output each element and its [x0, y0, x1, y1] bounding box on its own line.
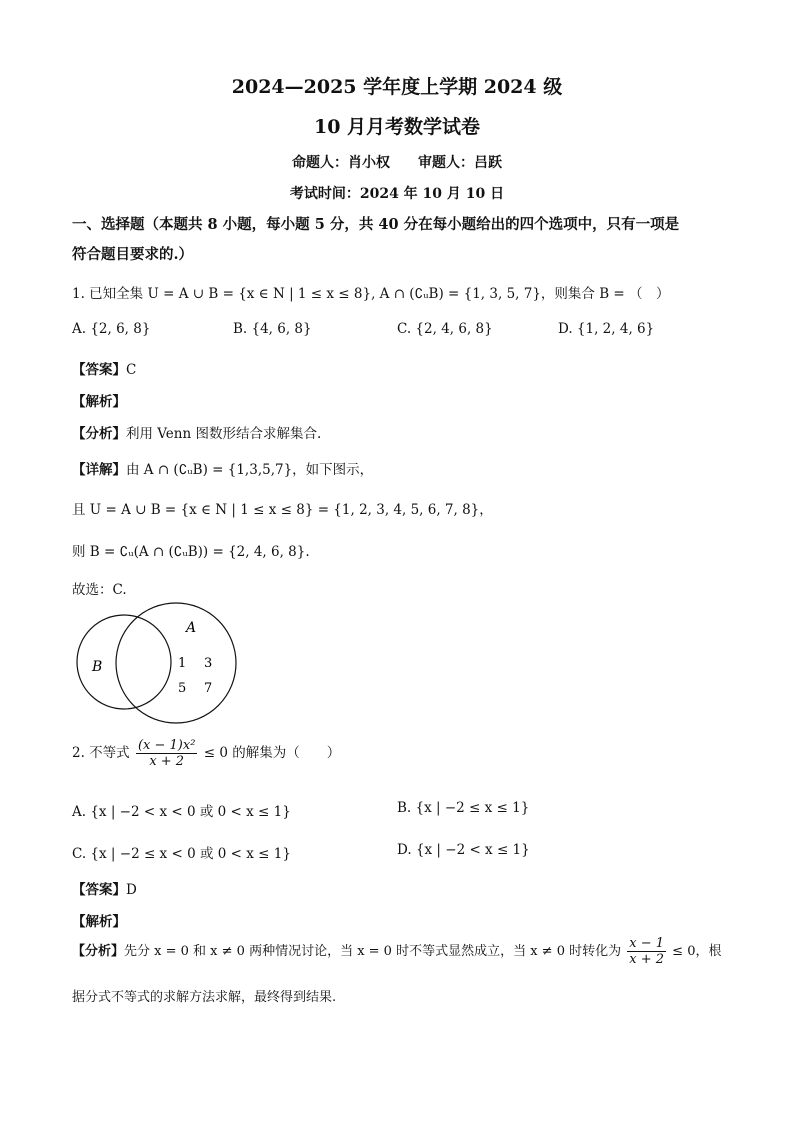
- q1-detail-1: [72, 458, 373, 478]
- q1-choice: 故选：C.: [72, 582, 127, 598]
- venn-element-3: 3: [204, 656, 213, 671]
- q1-fenxi-label: 【分析】: [72, 426, 126, 442]
- q2-stem: [72, 738, 340, 769]
- venn-diagram: [66, 600, 242, 726]
- exam-time: 考试时间：2024 年 10 月 10 日: [289, 186, 505, 202]
- q2-fenxi-fraction: [627, 936, 666, 967]
- authors: 命题人：肖小权 审题人：吕跃: [292, 155, 502, 171]
- q2-answer: [72, 878, 137, 898]
- q1-answer-label: 【答案】: [72, 362, 126, 378]
- q1-option-c: C. {2, 4, 6, 8}: [397, 321, 493, 337]
- title-line-1: 2024—2025 学年度上学期 2024 级: [231, 76, 563, 98]
- venn-element-1: 1: [178, 656, 187, 671]
- q2-analysis-label: 【解析】: [72, 914, 126, 930]
- q1-detail-2: 且 U = A ∪ B = {x ∈ N | 1 ≤ x ≤ 8} = {1, 2, 3, 4, 5, 6, 7, 8}，: [72, 502, 493, 518]
- venn-circle-a: [116, 603, 236, 723]
- q1-answer-value: C: [126, 362, 137, 378]
- section-heading-line-1: 一、选择题（本题共 8 小题，每小题 5 分，共 40 分在每小题给出的四个选项中，只有一项是: [72, 216, 680, 233]
- venn-element-7: 7: [204, 681, 213, 696]
- q1-option-b: B. {4, 6, 8}: [233, 321, 312, 337]
- q1-answer: [72, 358, 136, 378]
- q2-option-d: D. {x | −2 < x ≤ 1}: [397, 842, 530, 858]
- q2-option-a: A. {x | −2 < x < 0 或 0 < x ≤ 1}: [72, 804, 291, 820]
- q1-option-d: D. {1, 2, 4, 6}: [558, 321, 655, 337]
- q1-stem: 1. 已知全集 U = A ∪ B = {x ∈ N | 1 ≤ x ≤ 8}, A ∩ (∁ᵤB) = {1, 3, 5, 7}，则集合 B = （ ）: [72, 286, 670, 302]
- q2-fenxi-label: 【分析】: [72, 944, 125, 959]
- q2-fenxi-fraction-numerator: x − 1: [629, 936, 665, 951]
- q1-detail-label: 【详解】: [72, 462, 126, 478]
- q2-fenxi-line-2: 据分式不等式的求解方法求解，最终得到结果.: [72, 990, 337, 1005]
- q2-option-c: C. {x | −2 ≤ x < 0 或 0 < x ≤ 1}: [72, 846, 291, 862]
- venn-label-b: B: [92, 659, 103, 675]
- q2-answer-value: D: [126, 882, 137, 898]
- q1-option-a: A. {2, 6, 8}: [72, 321, 151, 337]
- q2-fraction-denominator: x + 2: [149, 754, 185, 769]
- q1-detail-1-text: 由 A ∩ (∁ᵤB) = {1,3,5,7}，如下图示，: [126, 462, 374, 478]
- q2-fraction-numerator: (x − 1)x²: [137, 738, 196, 753]
- q2-stem-prefix: 2. 不等式: [72, 745, 130, 761]
- q1-analysis-label: 【解析】: [72, 394, 126, 410]
- q2-fraction: [136, 738, 197, 769]
- q2-stem-suffix: ≤ 0 的解集为（ ）: [203, 745, 341, 761]
- q2-answer-label: 【答案】: [72, 882, 126, 898]
- q2-fenxi-part2: ≤ 0，根: [672, 944, 722, 959]
- venn-label-a: A: [186, 620, 197, 636]
- q1-fenxi: [72, 422, 321, 442]
- venn-element-5: 5: [178, 681, 187, 696]
- q1-detail-3: 则 B = ∁ᵤ(A ∩ (∁ᵤB)) = {2, 4, 6, 8}.: [72, 544, 310, 560]
- q2-fenxi-part1: 先分 x = 0 和 x ≠ 0 两种情况讨论，当 x = 0 时不等式显然成立，当 x ≠ 0 时转化为: [124, 944, 622, 959]
- q2-fenxi-line-1: [72, 936, 721, 967]
- q1-fenxi-text: 利用 Venn 图数形结合求解集合.: [126, 426, 322, 442]
- section-heading-line-2: 符合题目要求的.）: [72, 246, 194, 263]
- q2-fenxi-fraction-denominator: x + 2: [629, 952, 665, 967]
- title-line-2: 10 月月考数学试卷: [313, 116, 481, 138]
- q2-option-b: B. {x | −2 ≤ x ≤ 1}: [397, 800, 530, 816]
